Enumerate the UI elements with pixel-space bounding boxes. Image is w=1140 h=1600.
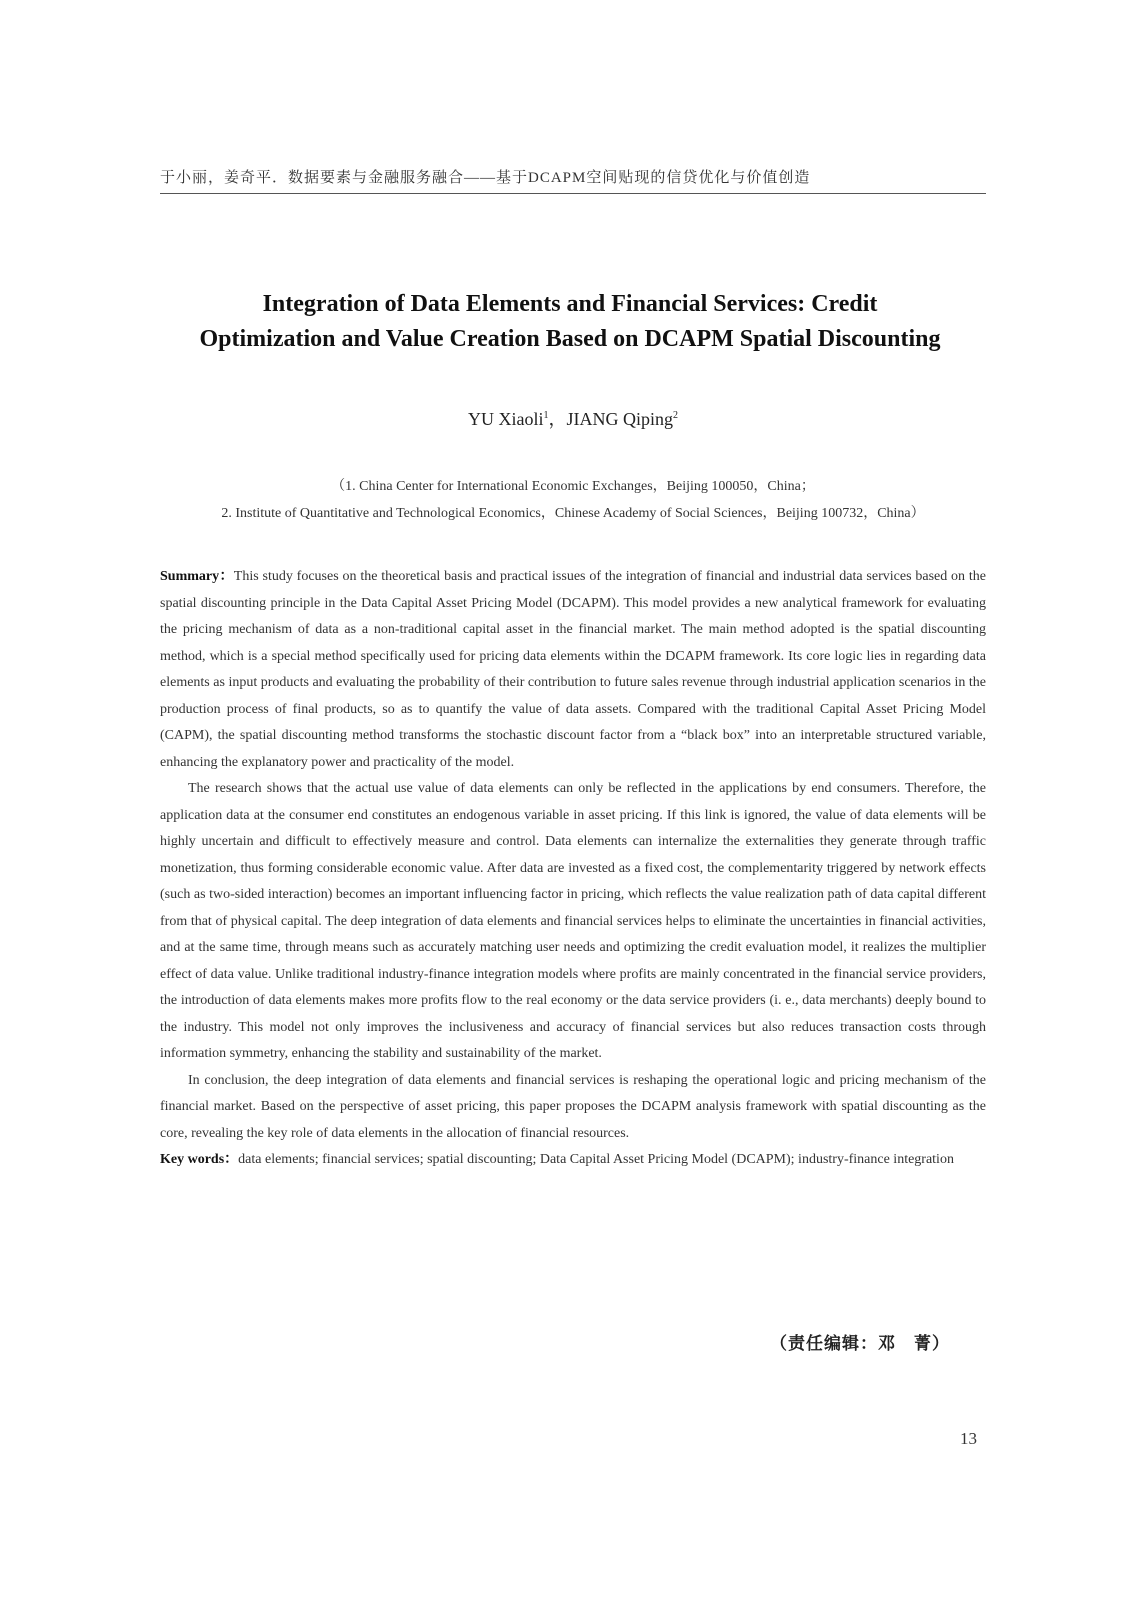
author-separator: ， [548, 409, 567, 429]
title-line-1: Integration of Data Elements and Financial Services: Credit [262, 291, 878, 317]
affiliations [160, 473, 986, 527]
author-affiliation-marker: 2 [673, 410, 678, 421]
keywords [160, 1147, 986, 1174]
title-line-2: Optimization and Value Creation Based on DCAPM Spatial Discounting [199, 326, 941, 352]
page-number: 13 [960, 1429, 977, 1448]
keywords-label: Key words： [160, 1152, 239, 1167]
running-header: 于小丽，姜奇平．数据要素与金融服务融合——基于DCAPM空间贴现的信贷优化与价值创造 [160, 166, 986, 194]
abstract-section [160, 564, 986, 1174]
affiliation-line: 2. Institute of Quantitative and Technological Economics，Chinese Academy of Social Sciences，Beijing 100732，China） [221, 506, 925, 521]
author-name: JIANG Qiping [566, 409, 673, 429]
author-name: YU Xiaoli [468, 409, 544, 429]
abstract-paragraph: In conclusion, the deep integration of data elements and financial services is reshaping the operational logic and pricing mechanism of the financial market. Based on the perspective of asset pricing, this paper proposes the DCAPM analysis framework with spatial discounting as the core, revealing the key role of data elements in the allocation of financial resources. [160, 1072, 986, 1141]
author-list [160, 405, 986, 431]
author-affiliation-marker: 1 [543, 410, 549, 421]
abstract-label: Summary： [160, 569, 234, 584]
abstract-paragraph [160, 564, 986, 776]
abstract-text: This study focuses on the theoretical basis and practical issues of the integration of financial and industrial data services based on the spatial discounting principle in the Data Capital Asset Pricing Model (DCAPM). This model provides a new analytical framework for evaluating the pricing mechanism of data as a non-traditional capital asset in the financial market. The main method adopted is the spatial discounting method, which is a special method specifically used for pricing data elements within the DCAPM framework. Its core logic lies in regarding data elements as input products and evaluating the probability of their contribution to future sales revenue through industrial application scenarios in the production process of final products, so as to quantify the value of data assets. Compared with the traditional Capital Asset Pricing Model (CAPM), the spatial discounting method transforms the stochastic discount factor from a “black box” into an interpretable structured variable, enhancing the explanatory power and practicality of the model. [160, 569, 986, 770]
keywords-text: data elements; financial services; spatial discounting; Data Capital Asset Pricing Model (DCAPM); industry-finance integration [238, 1152, 954, 1167]
article-title [130, 287, 1010, 357]
abstract-paragraph: The research shows that the actual use value of data elements can only be reflected in the applications by end consumers. Therefore, the application data at the consumer end constitutes an endogenous variable in asset pricing. If this link is ignored, the value of data elements will be highly uncertain and difficult to effectively measure and control. Data elements can internalize the externalities they generate through traffic monetization, thus forming considerable economic value. After data are invested as a fixed cost, the complementarity triggered by network effects (such as two-sided interaction) becomes an important influencing factor in pricing, which reflects the value realization path of data capital different from that of physical capital. The deep integration of data elements and financial services helps to eliminate the uncertainties in financial activities, and at the same time, through means such as accurately matching user needs and optimizing the credit evaluation model, it realizes the multiplier effect of data value. Unlike traditional industry-finance integration models where profits are mainly concentrated in the financial service providers, the introduction of data elements makes more profits flow to the real economy or the data service providers (i. e., data merchants) deeply bound to the industry. This model not only improves the inclusiveness and accuracy of financial services but also reduces transaction costs through information symmetry, enhancing the stability and sustainability of the market. [160, 781, 986, 1061]
responsible-editor: （责任编辑：邓 菁） [770, 1334, 950, 1354]
affiliation-line: （1. China Center for International Economic Exchanges，Beijing 100050，China； [331, 479, 815, 494]
